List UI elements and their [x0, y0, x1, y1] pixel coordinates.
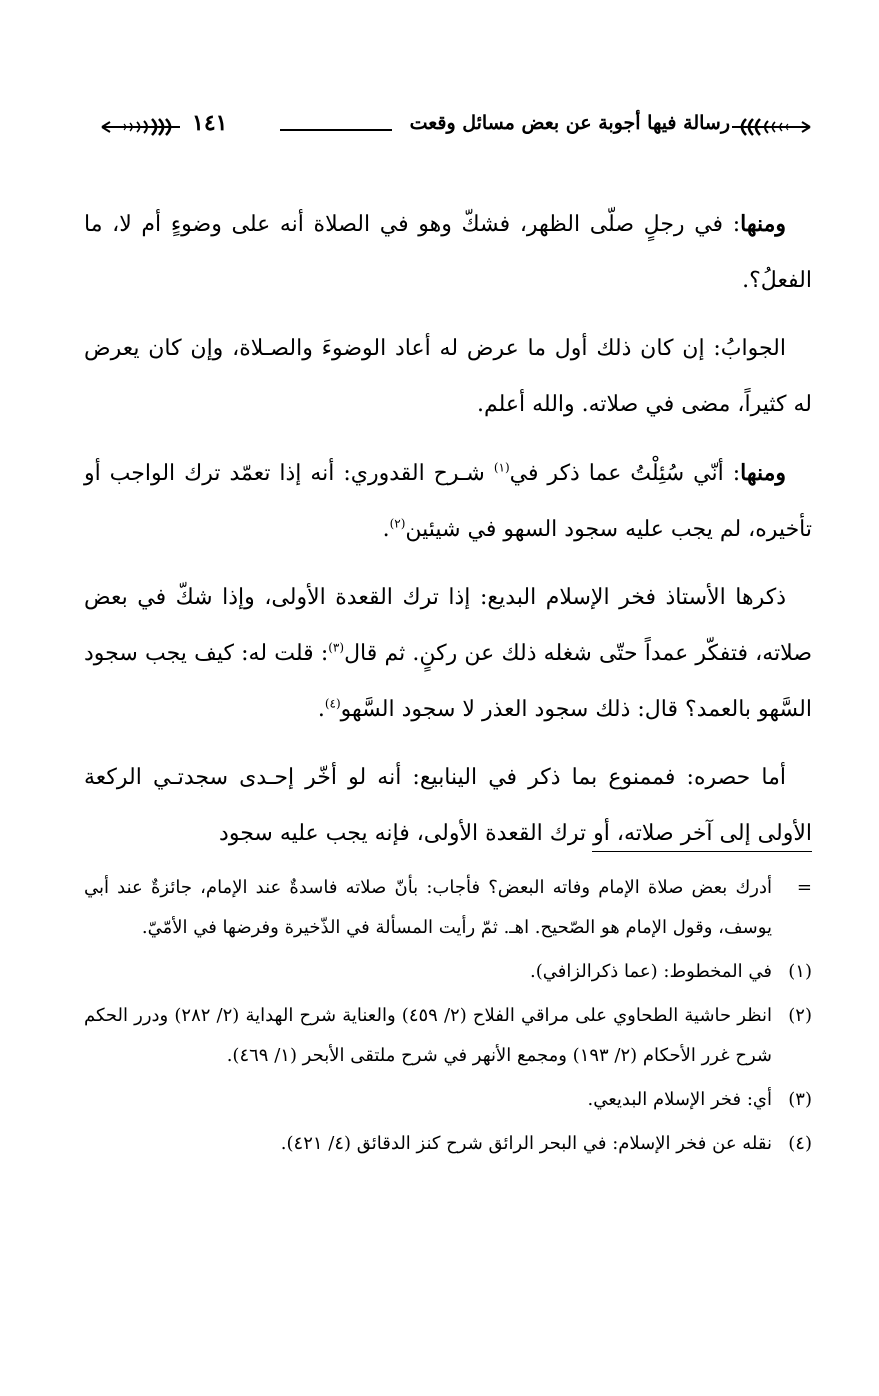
header-rule [280, 129, 392, 131]
paragraph-3 [84, 445, 812, 558]
footnote-ref-2[interactable]: (٢) [389, 516, 406, 531]
paragraph-text: شـرح القدوري: أنه إذا تعمّد ترك الواجب أو تأخيره، لم يجب عليه سجود السهو في شيئين [84, 461, 812, 542]
running-header [100, 108, 812, 148]
header-ornament-right-icon [732, 116, 812, 138]
footnote-ref-3[interactable]: (٣) [328, 640, 345, 655]
paragraph-text: : أنّي سُئِلْتُ عما ذكر في [509, 461, 741, 486]
running-title: رسالة فيها أجوبة عن بعض مسائل وقعت [409, 112, 730, 134]
footnote-text: أي: فخر الإسلام البديعي. [587, 1089, 772, 1110]
footnote-2 [84, 996, 812, 1076]
footnote-number: = [796, 877, 812, 898]
paragraph-text: : في رجلٍ صلّى الظهر، فشكّ وهو في الصلاة أنه على وضوءٍ أم لا، ما الفعلُ؟. [84, 212, 812, 293]
footnote-3 [84, 1080, 812, 1120]
paragraph-lead: ومنها [740, 211, 786, 237]
paragraph-text: الجوابُ: إن كان ذلك أول ما عرض له أعاد الوضوءَ والصـلاة، وإن كان يعرض له كثيراً، مضى في صلاته. والله أعلم. [84, 336, 812, 417]
header-ornament-left-icon [100, 116, 180, 138]
footnote-ref-1[interactable]: (١) [493, 460, 510, 475]
footnote-text: انظر حاشية الطحاوي على مراقي الفلاح (٢/ ٤٥٩) والعناية شرح الهداية (٢/ ٢٨٢) ودرر الحكم شرح غرر الأحكام (٢/ ١٩٣) ومجمع الأنهر في شرح ملتقى الأبحر (١/ ٤٦٩). [84, 1005, 772, 1066]
footnote-number: (٢) [788, 1005, 812, 1026]
footnotes [84, 868, 812, 1168]
footnote-ref-4[interactable]: (٤) [324, 696, 341, 711]
footnote-number: (١) [788, 961, 812, 982]
footnote-text: أدرك بعض صلاة الإمام وفاته البعض؟ فأجاب: بأنّ صلاته فاسدةٌ عند الإمام، جائزةٌ عند أبي يوسف، وقول الإمام هو الصّحيح. اهـ. ثمّ رأيت المسألة في الذّخيرة وفرضها في الأمّيّ. [84, 877, 772, 938]
page-number: ١٤١ [192, 110, 228, 136]
footnote-text: في المخطوط: (عما ذكرالزافي). [530, 961, 772, 982]
footnote-4 [84, 1124, 812, 1164]
footnote-1 [84, 952, 812, 992]
footnote-text: نقله عن فخر الإسلام: في البحر الرائق شرح كنز الدقائق (٤/ ٤٢١). [280, 1133, 772, 1154]
paragraph-5 [84, 750, 812, 862]
paragraph-4 [84, 570, 812, 738]
footnote-number: (٣) [788, 1089, 812, 1110]
paragraph-2 [84, 321, 812, 433]
paragraph-text: ذكرها الأستاذ فخر الإسلام البديع: إذا ترك القعدة الأولى، وإذا شكّ في بعض صلاته، فتفكّر عمداً حتّى شغله ذلك عن ركنٍ. ثم قال [84, 585, 812, 666]
paragraph-text: . [317, 697, 325, 722]
main-text [84, 196, 812, 874]
paragraph-1 [84, 196, 812, 309]
paragraph-text: أما حصره: فممنوع بما ذكر في الينابيع: أنه لو أخّر إحـدى سجدتـي الركعة الأولى إلى آخر صلاته، أو ترك القعدة الأولى، فإنه يجب عليه سجود [84, 765, 812, 846]
footnote-number: (٤) [788, 1133, 812, 1154]
footnote-separator [592, 851, 812, 852]
paragraph-lead: ومنها [740, 460, 786, 486]
paragraph-text: : قلت له: كيف يجب سجود السَّهو بالعمد؟ قال: ذلك سجود العذر لا سجود السَّهو [84, 641, 812, 722]
paragraph-text: . [382, 517, 390, 542]
footnote-continuation [84, 868, 812, 948]
